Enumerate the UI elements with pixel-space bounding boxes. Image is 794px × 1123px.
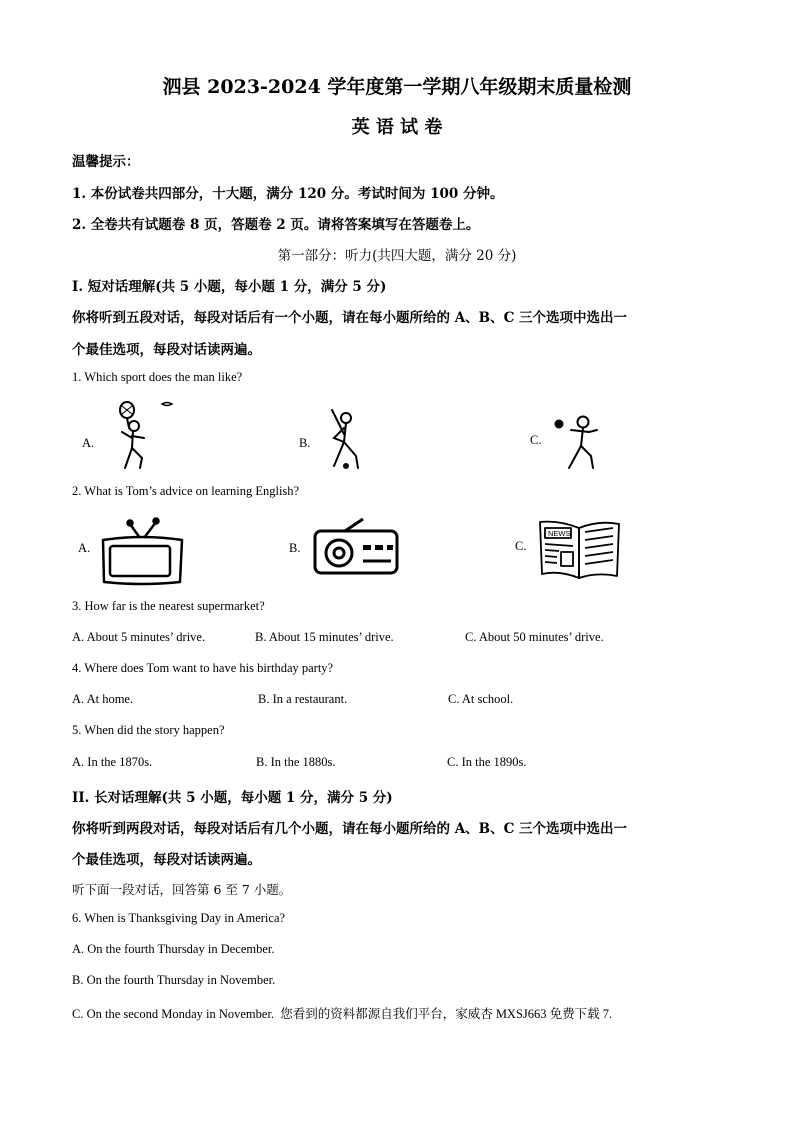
- q5-option-a: A. In the 1870s.: [72, 755, 153, 769]
- q1-option-b-label: B.: [299, 436, 311, 450]
- q2-option-a-label: A.: [78, 541, 91, 555]
- section1-instruction-line2: 个最佳选项，每段对话读两遍。: [72, 342, 261, 358]
- section2-instruction-line1: 你将听到两段对话，每段对话后有几个小题，请在每小题所给的 A、B、C 三个选项中选出一: [72, 821, 628, 837]
- q6-option-a: A. On the fourth Thursday in December.: [72, 942, 275, 956]
- part1-heading: 第一部分：听力(共四大题，满分 20 分): [277, 248, 517, 264]
- dialog-intro: 听下面一段对话，回答第 6 至 7 小题。: [72, 882, 292, 897]
- q3-option-b: B. About 15 minutes’ drive.: [255, 630, 394, 644]
- q5-option-c: C. In the 1890s.: [447, 755, 527, 769]
- radio-icon: [313, 517, 399, 579]
- section2-instruction-line2: 个最佳选项，每段对话读两遍。: [72, 852, 261, 868]
- q4-option-b: B. In a restaurant.: [258, 692, 348, 706]
- badminton-player-icon: [112, 398, 182, 474]
- newspaper-icon: [537, 518, 623, 584]
- q2-option-b-label: B.: [289, 541, 301, 555]
- q1-option-a-label: A.: [82, 436, 95, 450]
- q4-option-c: C. At school.: [448, 692, 514, 706]
- question-5-text: 5. When did the story happen?: [72, 723, 225, 737]
- golf-player-icon: [322, 408, 372, 476]
- section1-heading: Ⅰ. 短对话理解(共 5 小题，每小题 1 分，满分 5 分): [72, 279, 387, 295]
- q3-option-c: C. About 50 minutes’ drive.: [465, 630, 604, 644]
- q5-option-b: B. In the 1880s.: [256, 755, 336, 769]
- television-icon: [100, 518, 184, 592]
- q6-option-c: C. On the second Monday in November.: [72, 1007, 275, 1021]
- q6-option-b: B. On the fourth Thursday in November.: [72, 973, 276, 987]
- notice-item-1: 1. 本份试卷共四部分，十大题，满分 120 分。考试时间为 100 分钟。: [72, 186, 504, 202]
- notice-item-2: 2. 全卷共有试题卷 8 页，答题卷 2 页。请将答案填写在答题卷上。: [72, 217, 480, 233]
- ping-pong-player-icon: [555, 410, 607, 474]
- q1-option-c-label: C.: [530, 433, 542, 447]
- q2-option-c-label: C.: [515, 539, 527, 553]
- question-2-text: 2. What is Tom’s advice on learning English?: [72, 484, 300, 498]
- q4-option-a: A. At home.: [72, 692, 134, 706]
- question-1-text: 1. Which sport does the man like?: [72, 370, 243, 384]
- question-3-text: 3. How far is the nearest supermarket?: [72, 599, 265, 613]
- section1-instruction-line1: 你将听到五段对话，每段对话后有一个小题，请在每小题所给的 A、B、C 三个选项中选出一: [72, 310, 628, 326]
- exam-title: 泗县 2023-2024 学年度第一学期八年级期末质量检测: [162, 76, 632, 98]
- q6-option-c-line: [72, 1004, 612, 1022]
- question-4-text: 4. Where does Tom want to have his birthday party?: [72, 661, 334, 675]
- newspaper-label: NEWS: [548, 529, 571, 538]
- watermark-line: 您看到的资料都源自我们平台，家威杏 MXSJ663 免费下载 7.: [280, 1007, 613, 1021]
- notice-heading: 温馨提示：: [72, 154, 140, 170]
- exam-subtitle: 英 语 试 卷: [351, 117, 443, 138]
- question-6-text: 6. When is Thanksgiving Day in America?: [72, 911, 286, 925]
- q3-option-a: A. About 5 minutes’ drive.: [72, 630, 206, 644]
- section2-heading: II. 长对话理解(共 5 小题，每小题 1 分，满分 5 分): [72, 790, 393, 806]
